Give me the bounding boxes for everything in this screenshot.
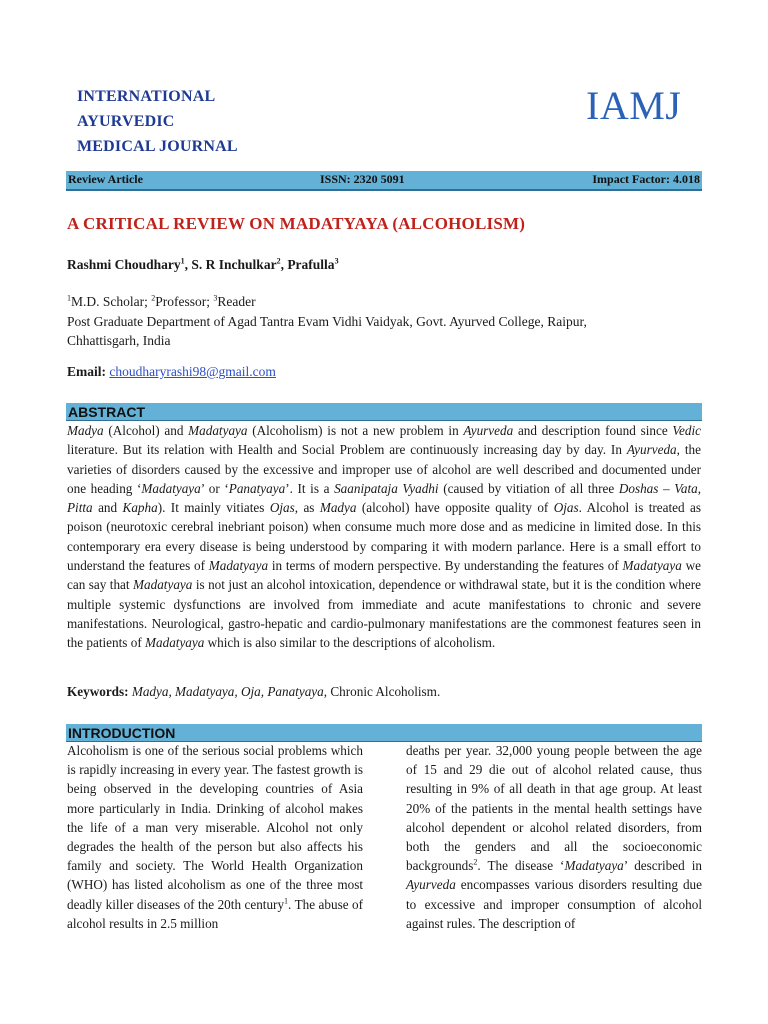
intro-right-tail: . The disease ‘ (477, 858, 565, 874)
journal-logo: IAMJ (586, 83, 682, 128)
intro-left-text: Alcoholism is one of the serious social problems which is rapidly increasing in every year. The fastest growth is being observed in the developing countries of Asia more particularly in India. Drinking of alcohol makes the life of a man very miserable. Alcohol not only degrades the health of the person but also affects his family and society. The World Health Organization (WHO) has listed alcoholism as one of the three most deadly killer diseases of the 20th century (67, 743, 363, 912)
keywords-tail: , Chronic Alcoholism. (323, 684, 441, 699)
affiliation (67, 292, 687, 351)
role-label: Professor; (155, 294, 210, 309)
journal-name (77, 84, 238, 159)
citation-mark: 1 (284, 896, 289, 906)
introduction-heading: INTRODUCTION (66, 724, 702, 742)
intro-right-text: deaths per year. 32,000 young people between the age of 15 and 29 die out of alcohol related cause, thus resulting in 9% of all death in that age group. At least 20% of the patients in the mental health settings have alcohol dependent or alcohol related disorders, from both the genders and all the socioeconomic backgrounds (406, 743, 702, 874)
issn: ISSN: 2320 5091 (320, 172, 405, 186)
intro-left-tail: . The abuse of alcohol results in 2.5 million (67, 896, 363, 931)
email-label: Email: (67, 364, 106, 379)
role-label: M.D. Scholar; (71, 294, 148, 309)
affiliation-roles (67, 292, 687, 312)
introduction-left-column (67, 741, 363, 933)
introduction-right-column (406, 741, 702, 933)
paper-title: A CRITICAL REVIEW ON MADATYAYA (ALCOHOLISM) (67, 214, 526, 233)
keywords-line (67, 684, 440, 700)
intro-right-tail: ’ described in (623, 858, 702, 874)
author-name: S. R Inchulkar (191, 257, 277, 272)
email-line (67, 364, 276, 380)
citation-mark: 2 (473, 857, 478, 867)
keywords-label: Keywords: (67, 684, 129, 699)
intro-term: Madatyaya (564, 858, 624, 874)
affiliation-location: Chhattisgarh, India (67, 333, 171, 348)
author-list: Rashmi Choudhary$^1$, S. R Inchulkar$^2$, Prafulla$^3$ (67, 256, 339, 272)
affiliation-department: Post Graduate Department of Agad Tantra Evam Vidhi Vaidyak, Govt. Ayurved College, Raipur, (67, 313, 587, 329)
role-mark: 2 (151, 293, 156, 303)
role-label: Reader (217, 294, 256, 309)
author-affil-mark: 2 (276, 256, 281, 266)
keywords-terms: Madya, Madatyaya, Oja, Panatyaya (131, 684, 324, 699)
article-type: Review Article (68, 172, 143, 186)
article-header-bar (66, 171, 702, 191)
author-name: Rashmi Choudhary (67, 257, 181, 272)
journal-name-line-1: INTERNATIONAL (77, 88, 216, 105)
author-affil-mark: 1 (180, 256, 185, 266)
journal-name-line-2: AYURVEDIC (77, 113, 175, 130)
author-affil-mark: 3 (334, 256, 339, 266)
journal-name-line-3: MEDICAL JOURNAL (77, 138, 238, 155)
intro-term: Ayurveda (406, 877, 456, 893)
abstract-text: Madya (Alcohol) and Madatyaya (Alcoholism) is not a new problem in Ayurveda and description found since Vedic literature. But its relation with Health and Social Problem are continuously increasing day by day. In Ayurveda, the varieties of disorders caused by the excessive and improper use of alcohol are well described and documented under one heading ‘Madatyaya’ or ‘Panatyaya’. It is a Saanipataja Vyadhi (caused by vitiation of all three Doshas – Vata, Pitta and Kapha). It mainly vitiates Ojas, as Madya (alcohol) have opposite quality of Ojas. Alcohol is treated as poison (neurotoxic cerebral inebriant poison) when consume much more dose and as medicine in limited dose. In this contemporary era every disease is being understood by comparing it with modern parlance. Here is a small effort to understand the features of Madatyaya in terms of modern perspective. By understanding the features of Madatyaya we can say that Madatyaya is not just an alcohol intoxication, dependence or withdrawal state, but it is the condition where multiple systemic dysfunctions are involved from immediate and acute manifestations to chronic and severe manifestations. Neurological, gastro-hepatic and cardio-pulmonary manifestations are the commonest features seen in the patients of Madatyaya which is also similar to the descriptions of alcoholism. (67, 423, 702, 651)
role-mark: 3 (213, 293, 218, 303)
impact-factor: Impact Factor: 4.018 (592, 172, 700, 186)
email-link[interactable]: choudharyrashi98@gmail.com (109, 364, 276, 379)
abstract-heading: ABSTRACT (66, 403, 702, 421)
author-name: Prafulla (287, 257, 335, 272)
role-mark: 1 (67, 293, 71, 303)
intro-right-tail: encompasses various disorders resulting due to excessive and improper consumption of alcohol against rules. The description of (406, 877, 702, 931)
